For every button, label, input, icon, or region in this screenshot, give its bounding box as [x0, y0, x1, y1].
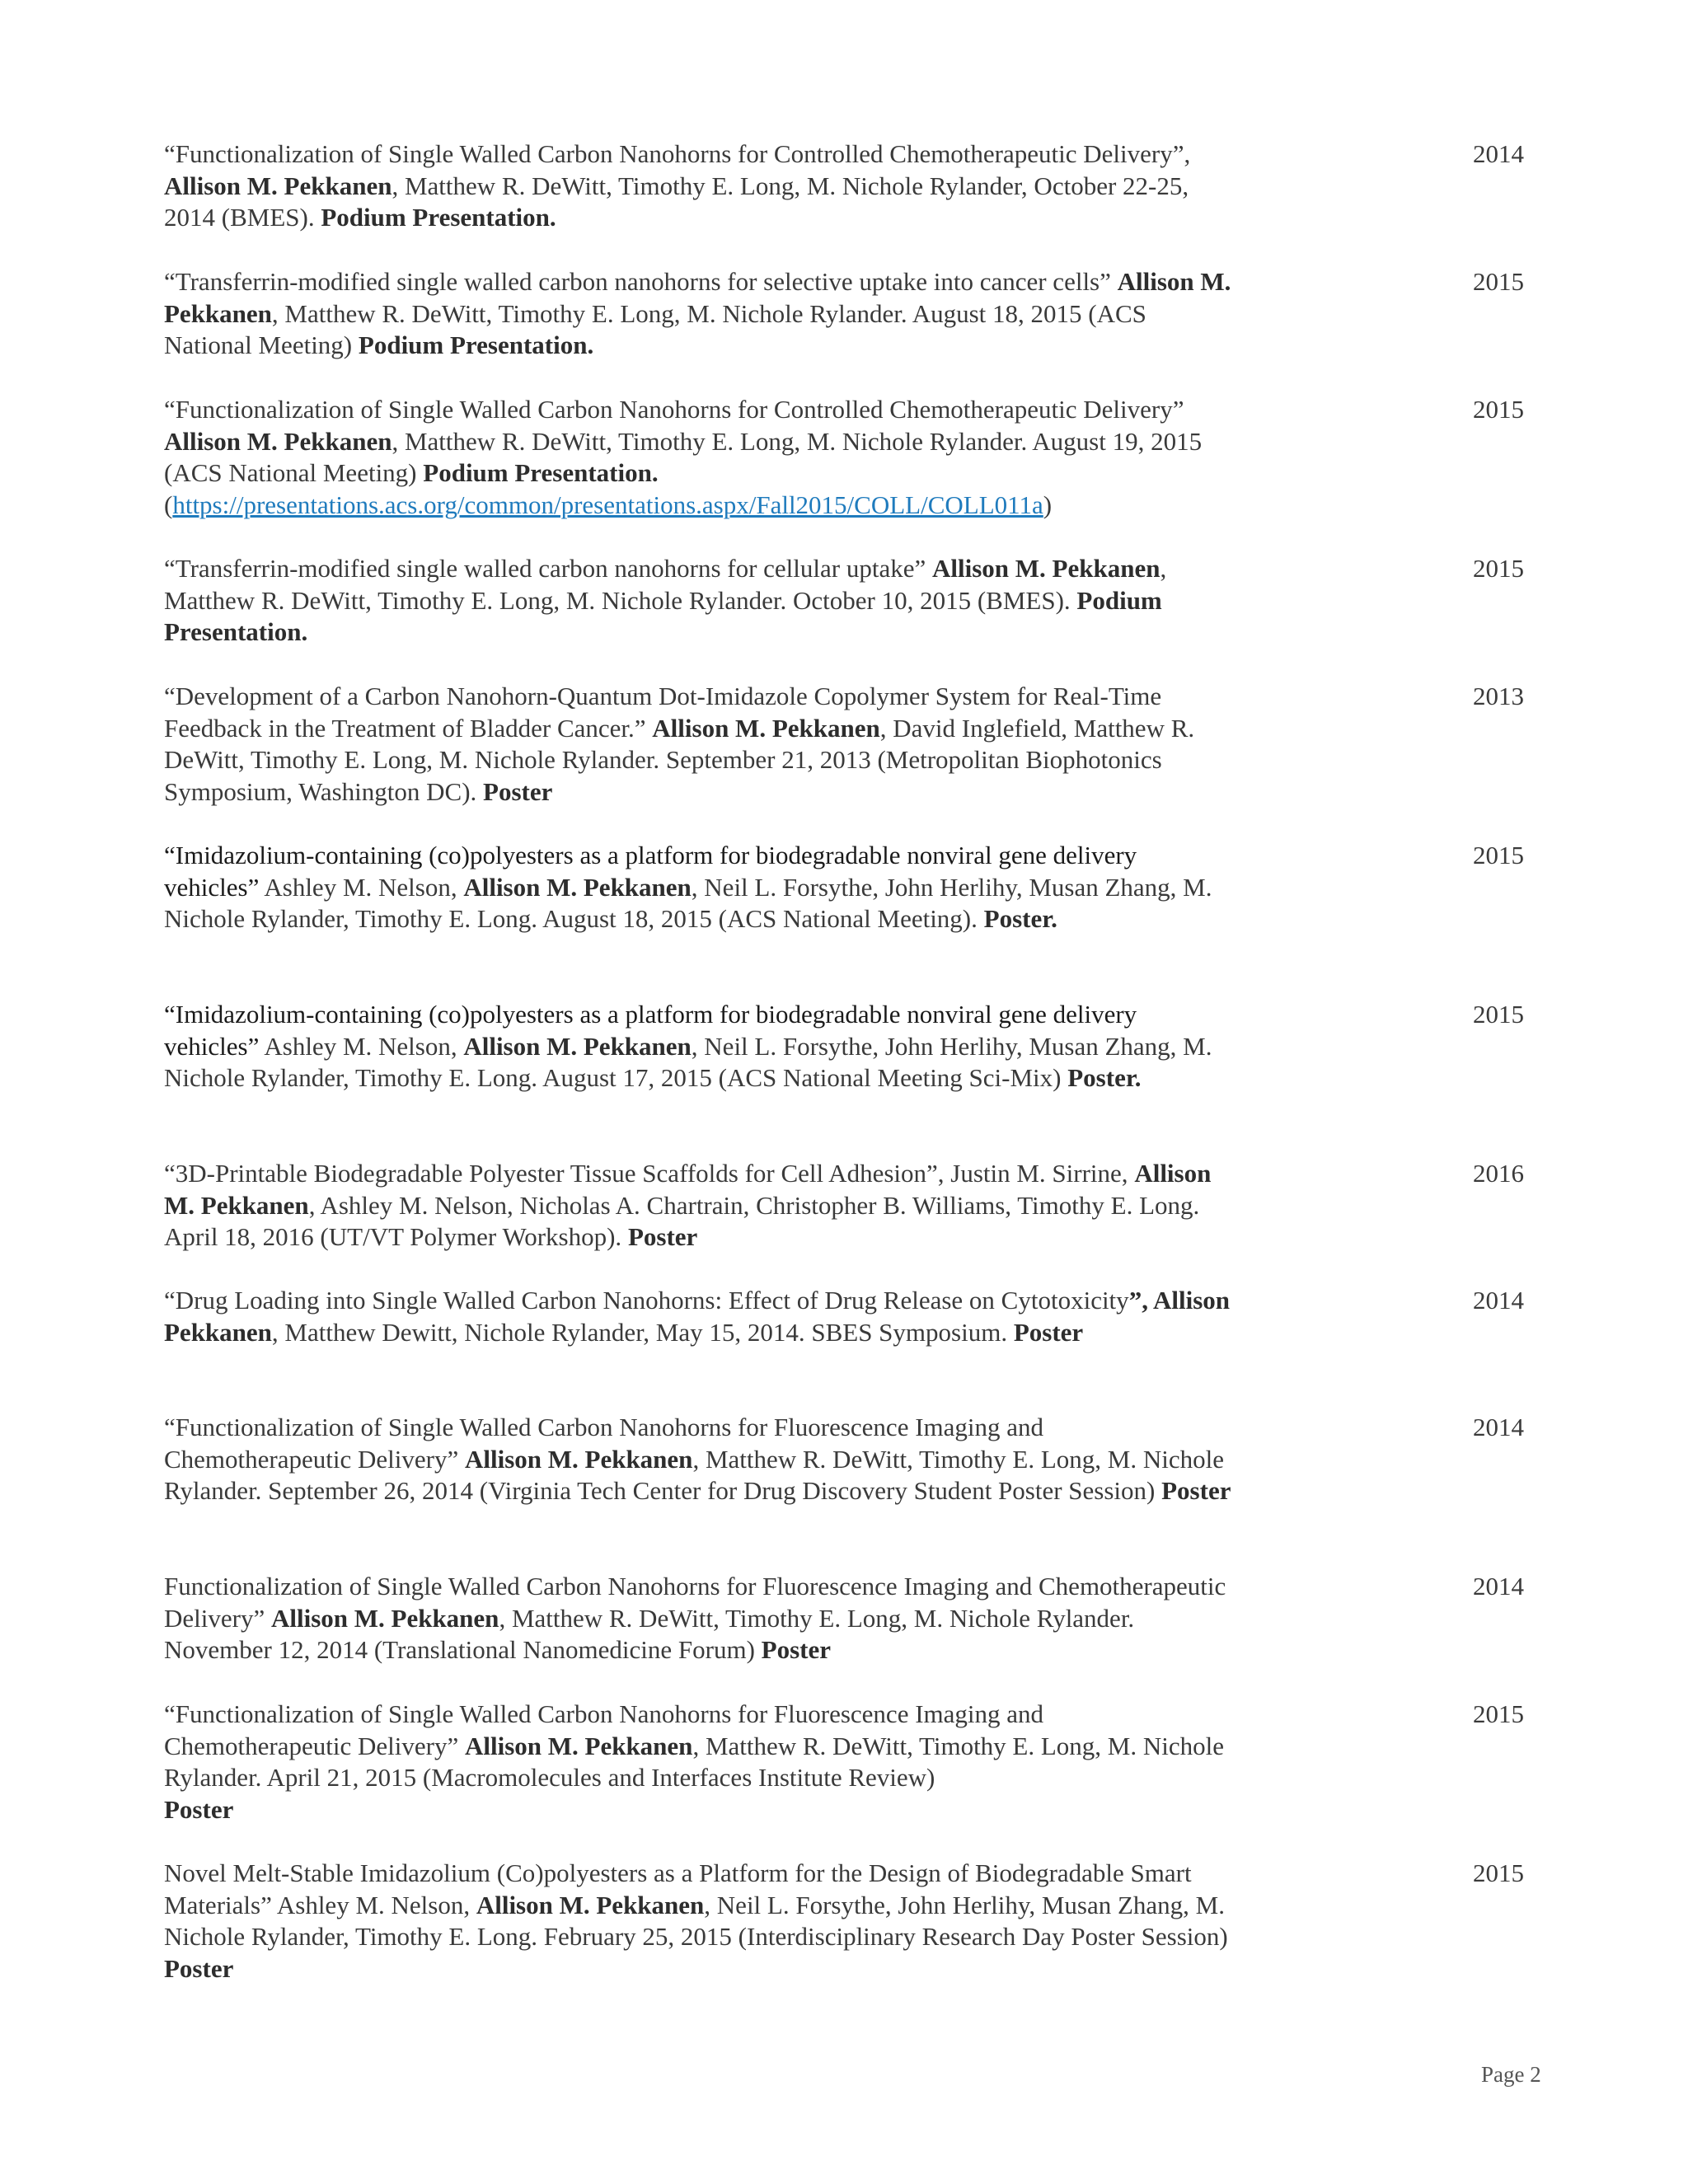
- citation-text: “Transferrin-modified single walled carbon nanohorns for cellular uptake”: [164, 554, 932, 583]
- bold-text: Poster: [761, 1635, 831, 1665]
- entry-year: 2014: [1473, 1413, 1524, 1441]
- entry-citation: [164, 394, 1236, 522]
- entry-citation: [164, 1412, 1236, 1507]
- entry-citation: [164, 1158, 1236, 1254]
- presentation-entry: [164, 1571, 1524, 1666]
- citation-text: , Matthew R. DeWitt, Timothy E. Long, M. Nichole Rylander. April 21, 2015 (Macromolecules and Interfaces Institute Review): [164, 1731, 1225, 1793]
- entry-citation: [164, 1699, 1236, 1826]
- citation-text: Functionalization of Single Walled Carbon Nanohorns for Fluorescence Imaging and Chemotherapeutic Delivery”: [164, 1572, 1226, 1633]
- citation-text: “Functionalization of Single Walled Carbon Nanohorns for Fluorescence Imaging and Chemotherapeutic Delivery”: [164, 1413, 1044, 1474]
- citation-text: (: [164, 490, 173, 520]
- citation-text: “Development of a Carbon Nanohorn-Quantum Dot-Imidazole Copolymer System for Real-Time Feedback in the Treatment of Bladder Cancer.”: [164, 682, 1162, 743]
- bold-text: Allison M. Pekkanen: [652, 713, 880, 743]
- bold-text: Allison M. Pekkanen: [931, 554, 1160, 583]
- bold-text: Podium Presentation.: [423, 458, 659, 488]
- citation-text: “Functionalization of Single Walled Carbon Nanohorns for Controlled Chemotherapeutic Delivery”: [164, 395, 1184, 424]
- citation-text: “Functionalization of Single Walled Carbon Nanohorns for Controlled Chemotherapeutic Delivery”,: [164, 139, 1191, 168]
- bold-text: Podium Presentation.: [321, 203, 556, 232]
- bold-text: Allison M. Pekkanen: [164, 426, 392, 456]
- page-number: Page 2: [1481, 2062, 1541, 2087]
- bold-text: Poster.: [983, 904, 1057, 934]
- entry-citation: [164, 266, 1236, 362]
- presentation-entry: [164, 266, 1524, 362]
- presentation-link[interactable]: https://presentations.acs.org/common/presentations.aspx/Fall2015/COLL/COLL011a: [172, 490, 1043, 520]
- bold-text: Poster: [164, 1795, 234, 1825]
- entry-year: 2015: [1473, 1858, 1524, 1887]
- bold-text: Poster: [1013, 1317, 1084, 1347]
- bold-text: Podium Presentation.: [358, 330, 594, 360]
- presentation-entry: [164, 999, 1524, 1094]
- citation-text: , Matthew R. DeWitt, Timothy E. Long, M. Nichole Rylander. September 26, 2014 (Virginia Tech Center for Drug Discovery Student Poster Session): [164, 1444, 1225, 1506]
- entry-citation: [164, 681, 1236, 808]
- entry-citation: [164, 1571, 1236, 1666]
- citation-text: , Neil L. Forsythe, John Herlihy, Musan Zhang, M. Nichole Rylander, Timothy E. Long. February 25, 2015 (Interdisciplinary Research Day Poster Session): [164, 1890, 1228, 1952]
- bold-text: Allison M. Pekkanen: [476, 1890, 705, 1919]
- bold-text: Allison M. Pekkanen: [164, 171, 392, 200]
- presentation-entry: [164, 1285, 1524, 1348]
- entry-citation: [164, 138, 1236, 234]
- bold-text: Podium Presentation.: [164, 585, 1162, 647]
- bold-text: Allison M. Pekkanen: [464, 1731, 693, 1760]
- presentation-entry: [164, 394, 1524, 522]
- citation-text: , Matthew R. DeWitt, Timothy E. Long, M. Nichole Rylander, October 22-25, 2014 (BMES).: [164, 171, 1189, 232]
- entry-citation: [164, 553, 1236, 649]
- entry-year: 2014: [1473, 1286, 1524, 1315]
- entry-year: 2015: [1473, 1000, 1524, 1029]
- citation-text: Novel Melt-Stable Imidazolium (Co)polyesters as a Platform for the Design of Biodegradable Smart Materials” Ashley M. Nelson,: [164, 1858, 1192, 1919]
- entry-year: 2016: [1473, 1159, 1524, 1188]
- presentation-entry: [164, 1699, 1524, 1826]
- bold-text: Poster: [1161, 1476, 1231, 1506]
- citation-text: , Matthew R. DeWitt, Timothy E. Long, M. Nichole Rylander. August 19, 2015 (ACS National Meeting): [164, 426, 1203, 488]
- citation-text: “Imidazolium-containing (co)polyesters as a platform for biodegradable nonviral gene delivery vehicles”: [164, 841, 1137, 902]
- bold-text: Poster: [483, 777, 553, 807]
- entry-year: 2014: [1473, 139, 1524, 168]
- entry-citation: [164, 840, 1236, 935]
- citation-text: Ashley M. Nelson,: [259, 872, 464, 902]
- presentation-entry: [164, 1412, 1524, 1507]
- bold-text: Poster.: [1067, 1063, 1142, 1093]
- presentation-entry: [164, 138, 1524, 234]
- entry-year: 2015: [1473, 841, 1524, 869]
- citation-text: , Matthew R. DeWitt, Timothy E. Long, M. Nichole Rylander. October 10, 2015 (BMES).: [164, 554, 1167, 615]
- entry-year: 2015: [1473, 554, 1524, 583]
- entry-citation: [164, 999, 1236, 1094]
- citation-text: Ashley M. Nelson,: [259, 1031, 464, 1061]
- presentation-entry: [164, 553, 1524, 649]
- entry-year: 2015: [1473, 267, 1524, 296]
- bold-text: Poster: [627, 1222, 698, 1252]
- citation-text: ): [1043, 490, 1053, 520]
- bold-text: Allison M. Pekkanen: [164, 1159, 1212, 1220]
- citation-text: , Neil L. Forsythe, John Herlihy, Musan Zhang, M. Nichole Rylander, Timothy E. Long. August 18, 2015 (ACS National Meeting).: [164, 872, 1212, 934]
- bold-text: Allison M. Pekkanen: [464, 1444, 693, 1474]
- citation-text: “Drug Loading into Single Walled Carbon Nanohorns: Effect of Drug Release on Cytotoxicity: [164, 1286, 1129, 1315]
- entry-year: 2015: [1473, 395, 1524, 424]
- citation-text: , David Inglefield, Matthew R. DeWitt, Timothy E. Long, M. Nichole Rylander. September 21, 2013 (Metropolitan Biophotonics Symposium, Washington DC).: [164, 713, 1195, 807]
- bold-text: Allison M. Pekkanen: [164, 267, 1231, 328]
- entry-year: 2013: [1473, 682, 1524, 710]
- presentation-entry: [164, 840, 1524, 935]
- bold-text: Allison M. Pekkanen: [270, 1603, 499, 1633]
- citation-text: , Matthew R. DeWitt, Timothy E. Long, M. Nichole Rylander. November 12, 2014 (Translational Nanomedicine Forum): [164, 1603, 1135, 1665]
- citation-text: “Functionalization of Single Walled Carbon Nanohorns for Fluorescence Imaging and Chemotherapeutic Delivery”: [164, 1699, 1044, 1760]
- bold-text: Allison M. Pekkanen: [463, 872, 692, 902]
- citation-text: “Imidazolium-containing (co)polyesters as a platform for biodegradable nonviral gene delivery vehicles”: [164, 1000, 1137, 1061]
- bold-text: Allison M. Pekkanen: [463, 1031, 692, 1061]
- presentation-entry: [164, 1858, 1524, 1985]
- entry-year: 2015: [1473, 1699, 1524, 1728]
- bold-text: Poster: [164, 1954, 234, 1984]
- bold-text: ”, Allison Pekkanen: [164, 1286, 1231, 1347]
- entry-citation: [164, 1858, 1236, 1985]
- citation-text: , Matthew Dewitt, Nichole Rylander, May 15, 2014. SBES Symposium.: [271, 1317, 1014, 1347]
- presentation-entry: [164, 1158, 1524, 1254]
- citation-text: , Neil L. Forsythe, John Herlihy, Musan Zhang, M. Nichole Rylander, Timothy E. Long. August 17, 2015 (ACS National Meeting Sci-Mix): [164, 1031, 1212, 1093]
- citation-text: “Transferrin-modified single walled carbon nanohorns for selective uptake into cancer cells”: [164, 267, 1118, 296]
- citation-text: , Ashley M. Nelson, Nicholas A. Chartrain, Christopher B. Williams, Timothy E. Long. April 18, 2016 (UT/VT Polymer Workshop).: [164, 1190, 1200, 1252]
- entry-year: 2014: [1473, 1572, 1524, 1601]
- citation-text: , Matthew R. DeWitt, Timothy E. Long, M. Nichole Rylander. August 18, 2015 (ACS National Meeting): [164, 298, 1146, 360]
- presentation-entry: [164, 681, 1524, 808]
- entry-citation: [164, 1285, 1236, 1348]
- citation-text: “3D-Printable Biodegradable Polyester Tissue Scaffolds for Cell Adhesion”, Justin M. Sirrine,: [164, 1159, 1135, 1188]
